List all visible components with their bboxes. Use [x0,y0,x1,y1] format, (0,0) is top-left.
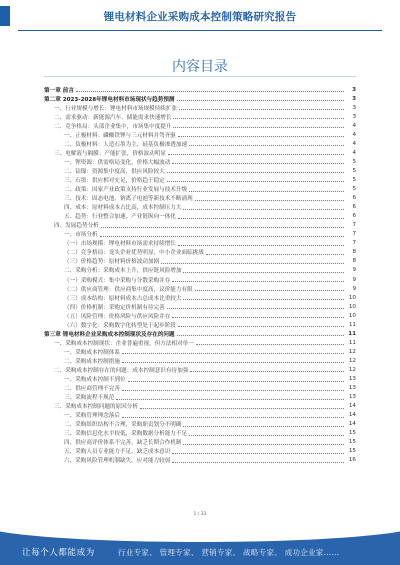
toc-entry-page: 12 [348,366,356,373]
toc-leader-dots [178,218,344,219]
toc-entry-page: 13 [348,376,356,383]
toc-entry[interactable] [44,121,356,130]
toc-entry[interactable] [44,230,356,239]
toc-entry-page: 10 [348,303,356,310]
toc-leader-dots [161,263,344,264]
toc-entry-label: （一）采购模式：集中采购与分散采购并存 [64,277,171,284]
toc-entry-page: 8 [352,249,356,256]
toc-entry[interactable] [44,411,356,420]
toc-leader-dots [140,408,344,409]
toc-entry-label: 一、市场分析 [64,232,98,239]
toc-leader-dots [172,462,344,463]
toc-entry[interactable] [44,365,356,374]
toc-entry-label: 第三章 锂电材料企业采购成本控制现状及存在的问题 [44,331,175,338]
toc-entry[interactable] [44,320,356,329]
toc-entry[interactable] [44,166,356,175]
toc-leader-dots [183,299,344,300]
footer-slogan: 让每个人都能成为 [22,548,95,558]
toc-entry-label: （六）数字化：采购数字化转型处于起步阶段 [64,322,176,329]
toc-entry[interactable] [44,139,356,148]
toc-leader-dots [179,109,344,110]
toc-entry-label: 二、采购组织结构不合理，采购职责划分不明确 [64,422,182,429]
toc-entry-label: 二、竞争格局：头部企业集中，市场集中度提升 [54,123,172,130]
toc-entry[interactable] [44,194,356,203]
page-number: 1 / 33 [193,512,207,517]
toc-entry-label: （四）价格机制：采购定价机制有待完善 [64,304,165,311]
toc-entry[interactable] [44,185,356,194]
toc-leader-dots [177,100,344,101]
toc-entry[interactable] [44,266,356,275]
toc-entry-page: 15 [348,439,356,446]
toc-entry-page: 11 [348,321,356,328]
toc-entry[interactable] [44,456,356,465]
toc-entry-label: 一、采购管理理念落后 [64,413,120,420]
toc-leader-dots [122,417,344,418]
footer-wave-shape [0,528,400,542]
toc-entry-page: 3 [352,113,356,120]
toc-entry[interactable] [44,284,356,293]
toc-entry-label: 三、采购信息化水平较低，采购数据分析能力不足 [64,431,188,438]
toc-entry-label: 二、负极材料：人造石墨为主，硅基负极渗透加速 [64,141,188,148]
toc-entry-page: 3 [352,86,356,93]
toc-entry-label: 二、钴镍：资源集中度高，供应风险较大 [64,168,165,175]
toc-entry[interactable] [44,148,356,157]
toc-leader-dots [206,254,344,255]
toc-entry[interactable] [44,356,356,365]
toc-entry-label: （三）价格趋势：原材料价格波动加剧 [64,259,160,266]
toc-entry-label: 三、技术：固态电池、钠离子电池等新技术不断涌现 [64,196,193,203]
toc-leader-dots [189,435,344,436]
toc-leader-dots [172,317,344,318]
toc-entry-page: 5 [352,186,356,193]
toc-entry-label: 一、采购成本控制现状：企业普遍重视，但方法相对单一 [54,340,194,347]
toc-leader-dots [183,426,344,427]
toc-leader-dots [167,181,344,182]
toc-entry-page: 11 [348,339,356,346]
toc-entry-page: 14 [348,412,356,419]
toc-entry-label: 第二章 2023-2028年锂电材料市场现状与趋势预测 [44,96,175,103]
toc-entry-page: 5 [352,158,356,165]
toc-entry-page: 7 [352,240,356,247]
toc-entry-label: 一、锂资源：供需格局变化，价格大幅波动 [64,159,171,166]
toc-entry-page: 13 [348,394,356,401]
toc-entry-label: 一、采购成本控制体系 [64,349,120,356]
toc-entry-label: 一、行业规模与增长：锂电材料市场规模持续扩张 [54,105,178,112]
toc-entry[interactable] [44,302,356,311]
toc-entry-page: 4 [352,122,356,129]
toc-leader-dots [167,308,344,309]
toc-entry[interactable] [44,221,356,230]
toc-entry-page: 14 [348,403,356,410]
toc-entry-page: 15 [348,430,356,437]
toc-entry-page: 9 [352,267,356,274]
toc-leader-dots [195,290,344,291]
toc-entry[interactable] [44,157,356,166]
toc-entry-page: 9 [352,285,356,292]
toc-entry[interactable] [44,257,356,266]
toc-entry[interactable] [44,375,356,384]
toc-leader-dots [190,371,344,372]
toc-leader-dots [178,326,344,327]
toc-entry[interactable] [44,248,356,257]
toc-entry-page: 12 [348,357,356,364]
toc-entry-page: 14 [348,421,356,428]
toc-entry[interactable] [44,212,356,221]
toc-entry-page: 8 [352,258,356,265]
toc-entry[interactable] [44,402,356,411]
toc-entry-page: 16 [348,457,356,464]
toc-entry[interactable] [44,429,356,438]
toc-leader-dots [167,172,344,173]
toc-entry-label: （五）风险管理：价格风险与供应风险并存 [64,313,171,320]
toc-entry[interactable] [44,275,356,284]
toc-leader-dots [122,362,344,363]
toc-entry[interactable] [44,329,356,338]
toc-entry-label: 一、采购成本控制不到位 [64,377,126,384]
toc-entry-label: 三、石墨：供应相对充足，价格趋于稳定 [64,177,165,184]
toc-entry-page: 4 [352,131,356,138]
toc-leader-dots [122,390,344,391]
toc-entry-page: 3 [352,104,356,111]
toc-leader-dots [100,236,344,237]
table-of-contents [44,85,356,465]
toc-entry-page: 4 [352,140,356,147]
toc-entry-label: （一）市场规模：锂电材料市场需求持续增长 [64,241,176,248]
toc-entry-label: 三、采购成本控制问题的原因分析 [54,404,138,411]
toc-entry-label: 四、发展趋势分析 [54,223,99,230]
toc-leader-dots [101,227,344,228]
toc-leader-dots [172,281,344,282]
toc-leader-dots [76,91,344,92]
toc-entry-page: 11 [348,330,356,337]
toc-entry[interactable] [44,203,356,212]
toc-entry-label: 二、采购分析：采购成本上升，供应链风险增加 [64,268,182,275]
toc-entry-page: 12 [348,348,356,355]
toc-entry-label: 第一章 前言 [44,87,74,94]
toc-leader-dots [183,444,344,445]
toc-entry-page: 13 [348,385,356,392]
toc-entry-label: （三）成本结构：原材料成本占总成本比重较大 [64,295,182,302]
toc-entry-label: （二）竞争格局：龙头企业优势明显，中小企业面临挑战 [64,250,204,257]
toc-leader-dots [128,381,344,382]
header-divider [18,30,382,31]
toc-entry-label: 五、趋势：行业整合加速，产业链纵向一体化 [64,214,176,221]
toc-entry[interactable] [44,239,356,248]
toc-entry-label: 六、采购风险管理机制缺失，应对能力较弱 [64,458,171,465]
toc-leader-dots [122,353,344,354]
toc-entry[interactable] [44,384,356,393]
toc-entry-label: 二、采购成本控制存在的问题：成本控制意识有待加强 [54,367,189,374]
toc-entry-page: 6 [352,213,356,220]
toc-entry[interactable] [44,85,356,94]
toc-entry[interactable] [44,393,356,402]
footer-expert-list: 行业专家、 管理专家、 营销专家、 战略专家、 成功企业家…… [118,548,340,557]
toc-entry-page: 3 [352,95,356,102]
toc-entry-label: 四、供应商评价体系不完善，缺乏长期合作机制 [64,440,182,447]
toc-entry[interactable] [44,311,356,320]
toc-entry[interactable] [44,438,356,447]
toc-leader-dots [177,335,344,336]
report-header [0,0,400,40]
toc-entry[interactable] [44,447,356,456]
toc-entry[interactable] [44,420,356,429]
toc-entry-label: 三、采购流程不规范 [64,395,115,402]
toc-entry-page: 10 [348,294,356,301]
toc-leader-dots [183,272,344,273]
toc-leader-dots [173,118,344,119]
toc-entry-label: 二、供应商管理不完善 [64,386,120,393]
toc-entry[interactable] [44,130,356,139]
toc-entry[interactable] [44,293,356,302]
toc-entry-page: 7 [352,231,356,238]
toc-entry-label: 一、正极材料：磷酸铁锂与三元材料并驾齐驱 [64,132,176,139]
toc-leader-dots [178,245,344,246]
toc-entry[interactable] [44,112,356,121]
toc-leader-dots [172,163,344,164]
toc-entry-page: 5 [352,167,356,174]
toc-leader-dots [172,453,344,454]
toc-entry-label: 四、成本：原材料成本占比高，成本控制压力大 [64,205,182,212]
toc-entry[interactable] [44,103,356,112]
toc-entry-label: 二、采购成本控制措施 [64,358,120,365]
toc-leader-dots [196,344,344,345]
toc-leader-dots [173,127,344,128]
toc-entry-label: 三、电解液与隔膜：产能扩张，价格波动明显 [54,150,166,157]
toc-entry[interactable] [44,347,356,356]
toc-entry-label: 二、需求驱动：新能源汽车、储能需求快速增长 [54,114,172,121]
toc-entry-page: 15 [348,448,356,455]
toc-leader-dots [189,191,344,192]
toc-entry[interactable] [44,338,356,347]
toc-heading-rule [44,76,356,77]
page-footer [0,528,400,565]
toc-entry-page: 4 [352,149,356,156]
toc-heading: 内容目录 [172,59,228,75]
toc-entry-page: 7 [352,222,356,229]
toc-leader-dots [195,200,344,201]
toc-entry-label: 二、政策：国家产业政策支持行业发展与技术升级 [64,187,188,194]
toc-entry-page: 6 [352,204,356,211]
toc-entry-page: 9 [352,276,356,283]
toc-entry[interactable] [44,175,356,184]
toc-leader-dots [116,399,344,400]
toc-leader-dots [168,154,344,155]
toc-entry-page: 6 [352,195,356,202]
toc-leader-dots [189,145,344,146]
toc-entry-label: 五、采购人员专业能力不足，缺乏成本意识 [64,449,171,456]
toc-entry-page: 5 [352,176,356,183]
toc-leader-dots [183,209,344,210]
toc-leader-dots [178,136,344,137]
report-title: 锂电材料企业采购成本控制策略研究报告 [103,11,297,23]
toc-entry[interactable] [44,94,356,103]
toc-entry-page: 10 [348,312,356,319]
toc-entry-label: （二）供应商管理：供应商集中度高，议价能力有限 [64,286,193,293]
